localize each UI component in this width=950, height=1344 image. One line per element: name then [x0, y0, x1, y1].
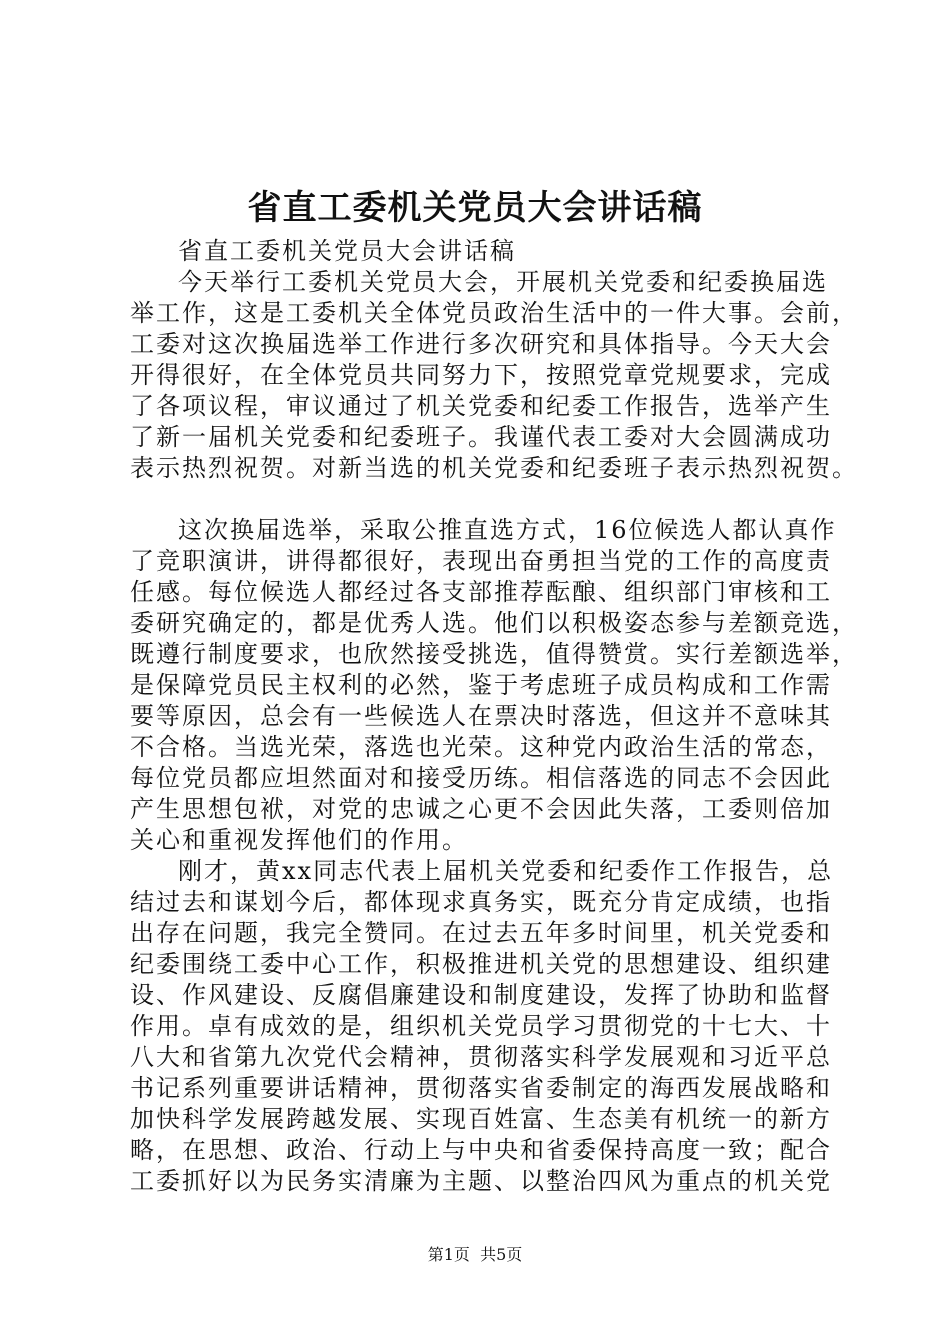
text-line: 每位党员都应坦然面对和接受历练。相信落选的同志不会因此: [130, 764, 832, 792]
paragraph-gap: [130, 484, 850, 515]
text-line: 今天举行工委机关党员大会，开展机关党委和纪委换届选: [178, 268, 828, 296]
text-line: 刚才，黄xx同志代表上届机关党委和纪委作工作报告，总: [178, 857, 834, 885]
text-line: 要等原因，总会有一些候选人在票决时落选，但这并不意味其: [130, 702, 832, 730]
text-line: 出存在问题，我完全赞同。在过去五年多时间里，机关党委和: [130, 919, 832, 947]
text-line: 开得很好，在全体党员共同努力下，按照党章党规要求，完成: [130, 361, 832, 389]
text-line: 作用。卓有成效的是，组织机关党员学习贯彻党的十七大、十: [130, 1012, 832, 1040]
document-title: 省直工委机关党员大会讲话稿: [247, 188, 703, 228]
text-line: 工委对这次换届选举工作进行多次研究和具体指导。今天大会: [130, 330, 832, 358]
text-line: 关心和重视发挥他们的作用。: [130, 826, 468, 854]
text-line: 略，在思想、政治、行动上与中央和省委保持高度一致；配合: [130, 1136, 832, 1164]
text-line: 委研究确定的，都是优秀人选。他们以积极姿态参与差额竞选，: [130, 609, 858, 637]
text-line: 表示热烈祝贺。对新当选的机关党委和纪委班子表示热烈祝贺。: [130, 454, 858, 482]
page-footer: [0, 1244, 950, 1266]
text-line: 工委抓好以为民务实清廉为主题、以整治四风为重点的机关党: [130, 1167, 832, 1195]
text-line: 产生思想包袱，对党的忠诚之心更不会因此失落，工委则倍加: [130, 795, 832, 823]
document-subtitle: 省直工委机关党员大会讲话稿: [178, 237, 516, 265]
text-line: 不合格。当选光荣，落选也光荣。这种党内政治生活的常态，: [130, 733, 832, 761]
text-line: 了竞职演讲，讲得都很好，表现出奋勇担当党的工作的高度责: [130, 547, 832, 575]
text-line: 任感。每位候选人都经过各支部推荐酝酿、组织部门审核和工: [130, 578, 832, 606]
text-line: 纪委围绕工委中心工作，积极推进机关党的思想建设、组织建: [130, 950, 832, 978]
text-line: 书记系列重要讲话精神，贯彻落实省委制定的海西发展战略和: [130, 1074, 832, 1102]
text-line: 了新一届机关党委和纪委班子。我谨代表工委对大会圆满成功: [130, 423, 832, 451]
page-total: 共5页: [480, 1245, 523, 1264]
text-line: 这次换届选举，采取公推直选方式，16位候选人都认真作: [178, 516, 837, 544]
page-number: 第1页: [427, 1245, 470, 1264]
text-line: 加快科学发展跨越发展、实现百姓富、生态美有机统一的新方: [130, 1105, 832, 1133]
text-line: 设、作风建设、反腐倡廉建设和制度建设，发挥了协助和监督: [130, 981, 832, 1009]
text-line: 了各项议程，审议通过了机关党委和纪委工作报告，选举产生: [130, 392, 832, 420]
text-line: 既遵行制度要求，也欣然接受挑选，值得赞赏。实行差额选举，: [130, 640, 858, 668]
document-body: [130, 236, 858, 1197]
text-line: 八大和省第九次党代会精神，贯彻落实科学发展观和习近平总: [130, 1043, 832, 1071]
text-line: 结过去和谋划今后，都体现求真务实，既充分肯定成绩，也指: [130, 888, 832, 916]
text-line: 举工作，这是工委机关全体党员政治生活中的一件大事。会前，: [130, 299, 858, 327]
text-line: 是保障党员民主权利的必然，鉴于考虑班子成员构成和工作需: [130, 671, 832, 699]
